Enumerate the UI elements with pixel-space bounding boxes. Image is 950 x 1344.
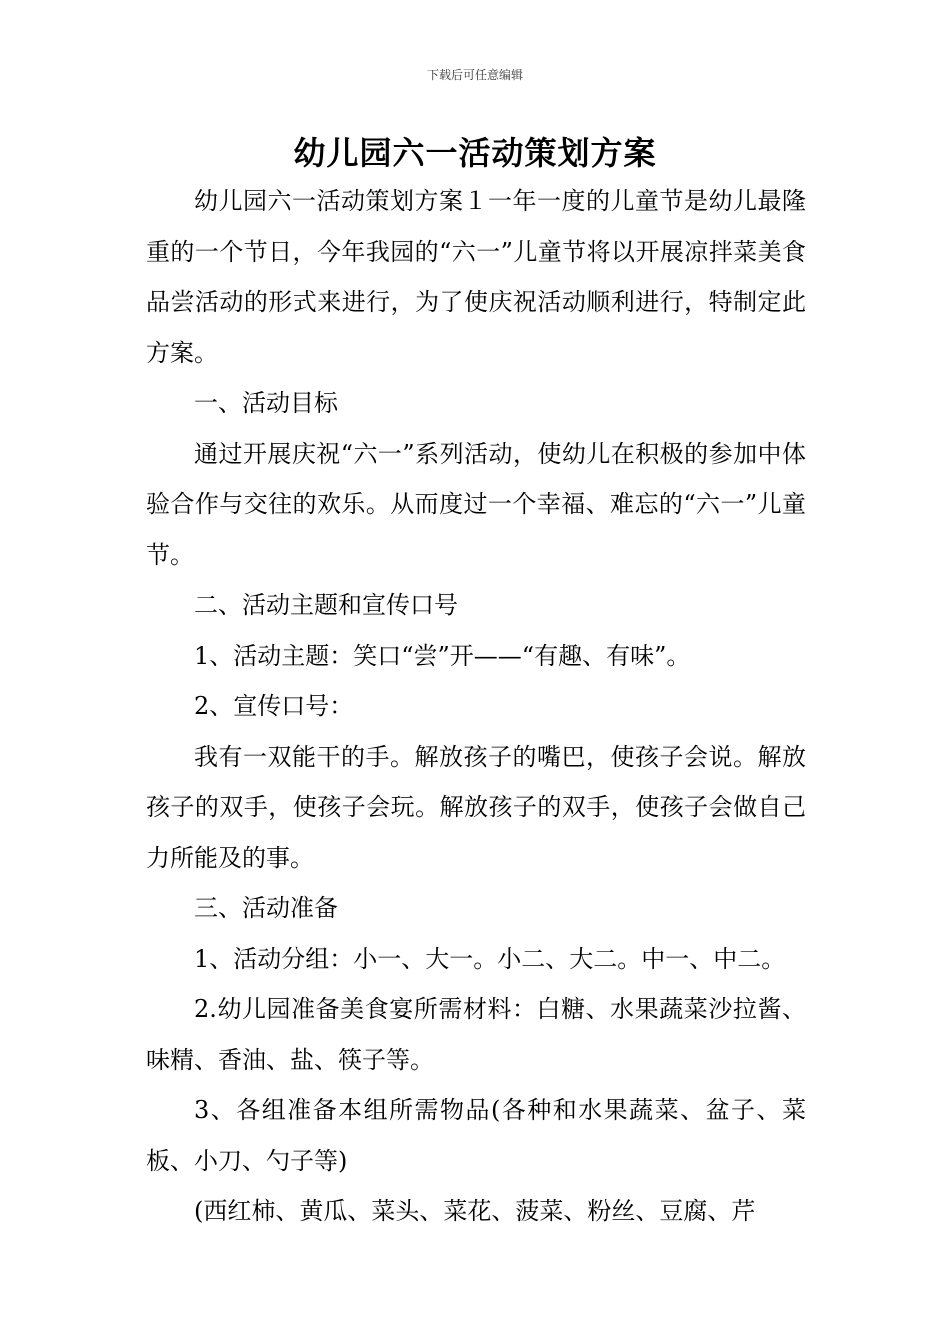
heading-section-3: 三、活动准备 <box>194 894 338 922</box>
document-body <box>146 176 806 1237</box>
heading-section-2: 二、活动主题和宣传口号 <box>194 591 458 619</box>
heading-section-1: 一、活动目标 <box>194 389 338 417</box>
paragraph-groups: 1、活动分组：小一、大一。小二、大二。中一、中二。 <box>194 944 786 973</box>
paragraph-theme: 1、活动主题：笑口“尝”开——“有趣、有味”。 <box>194 641 691 670</box>
paragraph-slogan: 我有一双能干的手。解放孩子的嘴巴，使孩子会说。解放孩子的双手，使孩子会玩。解放孩子的双手，使孩子会做自己力所能及的事。 <box>146 742 806 872</box>
paragraph-materials: 2.幼儿园准备美食宴所需材料：白糖、水果蔬菜沙拉酱、味精、香油、盐、筷子等。 <box>146 995 806 1074</box>
header-note: 下载后可任意编辑 <box>426 68 523 82</box>
paragraph-group-items: 3、各组准备本组所需物品(各种和水果蔬菜、盆子、菜板、小刀、勺子等) <box>146 1096 806 1175</box>
paragraph-intro: 幼儿园六一活动策划方案１一年一度的儿童节是幼儿最隆重的一个节日，今年我园的“六一”儿童节将以开展凉拌菜美食品尝活动的形式来进行，为了使庆祝活动顺利进行，特制定此方案。 <box>146 187 806 367</box>
paragraph-vegetables: (西红柿、黄瓜、菜头、菜花、菠菜、粉丝、豆腐、芹 <box>194 1197 756 1225</box>
paragraph-goal: 通过开展庆祝“六一”系列活动，使幼儿在积极的参加中体验合作与交往的欢乐。从而度过一个幸福、难忘的“六一”儿童节。 <box>146 439 806 569</box>
document-title: 幼儿园六一活动策划方案 <box>293 134 657 172</box>
paragraph-slogan-label: 2、宣传口号： <box>194 692 354 720</box>
